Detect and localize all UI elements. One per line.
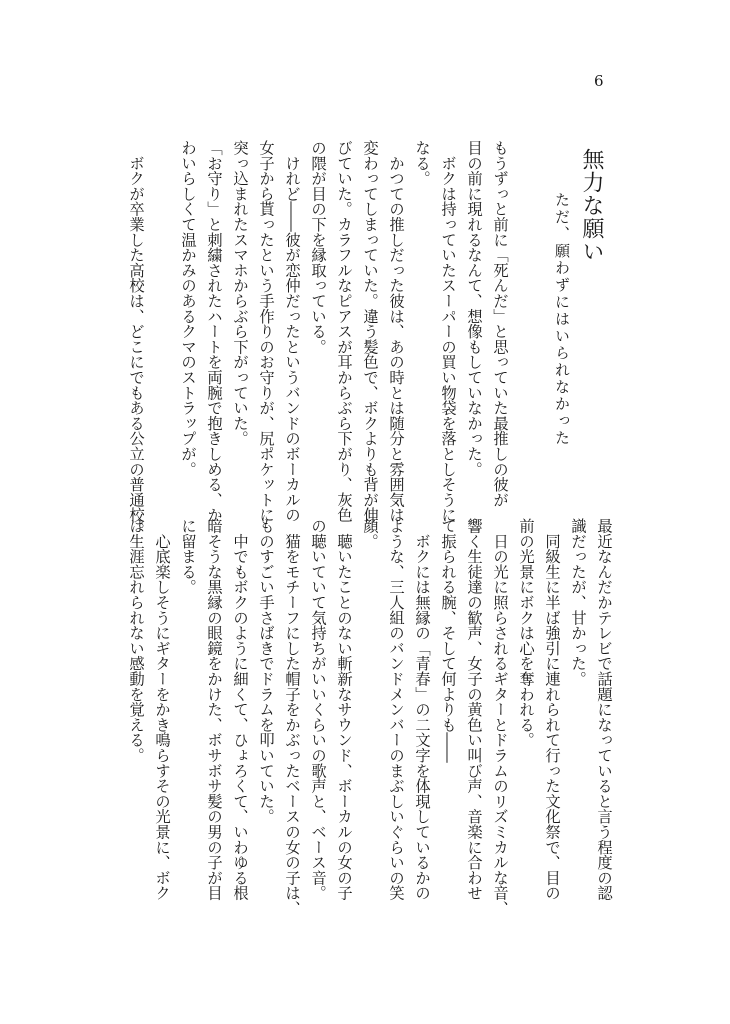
text-line: に留まる。 xyxy=(179,518,197,595)
paragraph-gap xyxy=(149,140,175,520)
text-line: ボクには無縁の「青春」の二文字を体現しているかの xyxy=(413,518,431,901)
text-line: なる。 xyxy=(413,140,431,186)
text-line: わいらしくて温かみのあるクマのストラップが。 xyxy=(179,140,197,477)
text-line: 突っ込まれたスマホからぶら下がっていた。 xyxy=(231,140,249,446)
text-line: ボクが卒業した高校は、どこにでもある公立の普通校。 xyxy=(127,140,145,538)
text-line: 「お守り」と刺繍されたハートを両腕で抱きしめる、か xyxy=(205,140,223,523)
text-line: 識だったが、甘かった。 xyxy=(569,518,587,687)
text-line: ような、三人組のバンドメンバーのまぶしいぐらいの笑 xyxy=(387,518,405,901)
text-line: けれど――彼が恋仲だったというバンドのボーカルの xyxy=(283,140,301,523)
text-line: の隈が目の下を縁取っている。 xyxy=(309,140,327,355)
text-line: 女子から貰ったという手作りのお守りが、尻ポケットに xyxy=(257,140,275,523)
text-line: 暗そうな黒縁の眼鏡をかけた、ボサボサ髪の男の子が目 xyxy=(205,518,223,901)
text-line: 響く生徒達の歓声、女子の黄色い叫び声、音楽に合わせ xyxy=(465,518,483,901)
text-line: 日の光に照らされるギターとドラムのリズミカルな音、 xyxy=(491,518,509,916)
text-line: は生涯忘れられない感動を覚える。 xyxy=(127,518,145,763)
body-text-top xyxy=(127,140,513,538)
text-line: 猫をモチーフにした帽子をかぶったベースの女の子は、 xyxy=(283,518,301,916)
text-line: て振られる腕、そして何よりも―― xyxy=(439,518,457,763)
text-line: ボクは持っていたスーパーの買い物袋を落としそうに xyxy=(439,140,457,523)
text-line: 変わってしまっていた。違う髪色で、ボクよりも背が伸 xyxy=(361,140,379,523)
text-line: の聴いていて気持ちがいいくらいの歌声と、ベース音。 xyxy=(309,518,327,901)
text-line: ものすごい手さばきでドラムを叩いていた。 xyxy=(257,518,275,824)
text-line: もうずっと前に「死んだ」と思っていた最推しの彼が xyxy=(491,140,509,508)
text-line: 前の光景にボクは心を奪われる。 xyxy=(517,518,535,748)
text-line: 顔。 xyxy=(361,518,379,549)
text-line: 同級生に半ば強引に連れられて行った文化祭で、目の xyxy=(543,518,561,901)
page-number: 6 xyxy=(594,72,604,90)
text-line: びていた。カラフルなピアスが耳からぶら下がり、灰色 xyxy=(335,140,353,523)
chapter-subtitle: ただ、願わずにはいられなかった xyxy=(553,192,571,447)
text-line: 目の前に現れるなんて、想像もしていなかった。 xyxy=(465,140,483,477)
text-line: 最近なんだかテレビで話題になっていると言う程度の認 xyxy=(595,518,613,901)
text-line: 心底楽しそうにギターをかき鳴らすその光景に、ボク xyxy=(153,518,171,901)
text-line: 聴いたことのない斬新なサウンド、ボーカルの女の子 xyxy=(335,518,353,901)
text-line: 中でもボクのように細くて、ひょろくて、いわゆる根 xyxy=(231,518,249,901)
body-text-bottom xyxy=(127,518,617,916)
chapter-title: 無力な願い xyxy=(579,148,604,263)
text-line: かつての推しだった彼は、あの時とは随分と雰囲気は xyxy=(387,140,405,523)
